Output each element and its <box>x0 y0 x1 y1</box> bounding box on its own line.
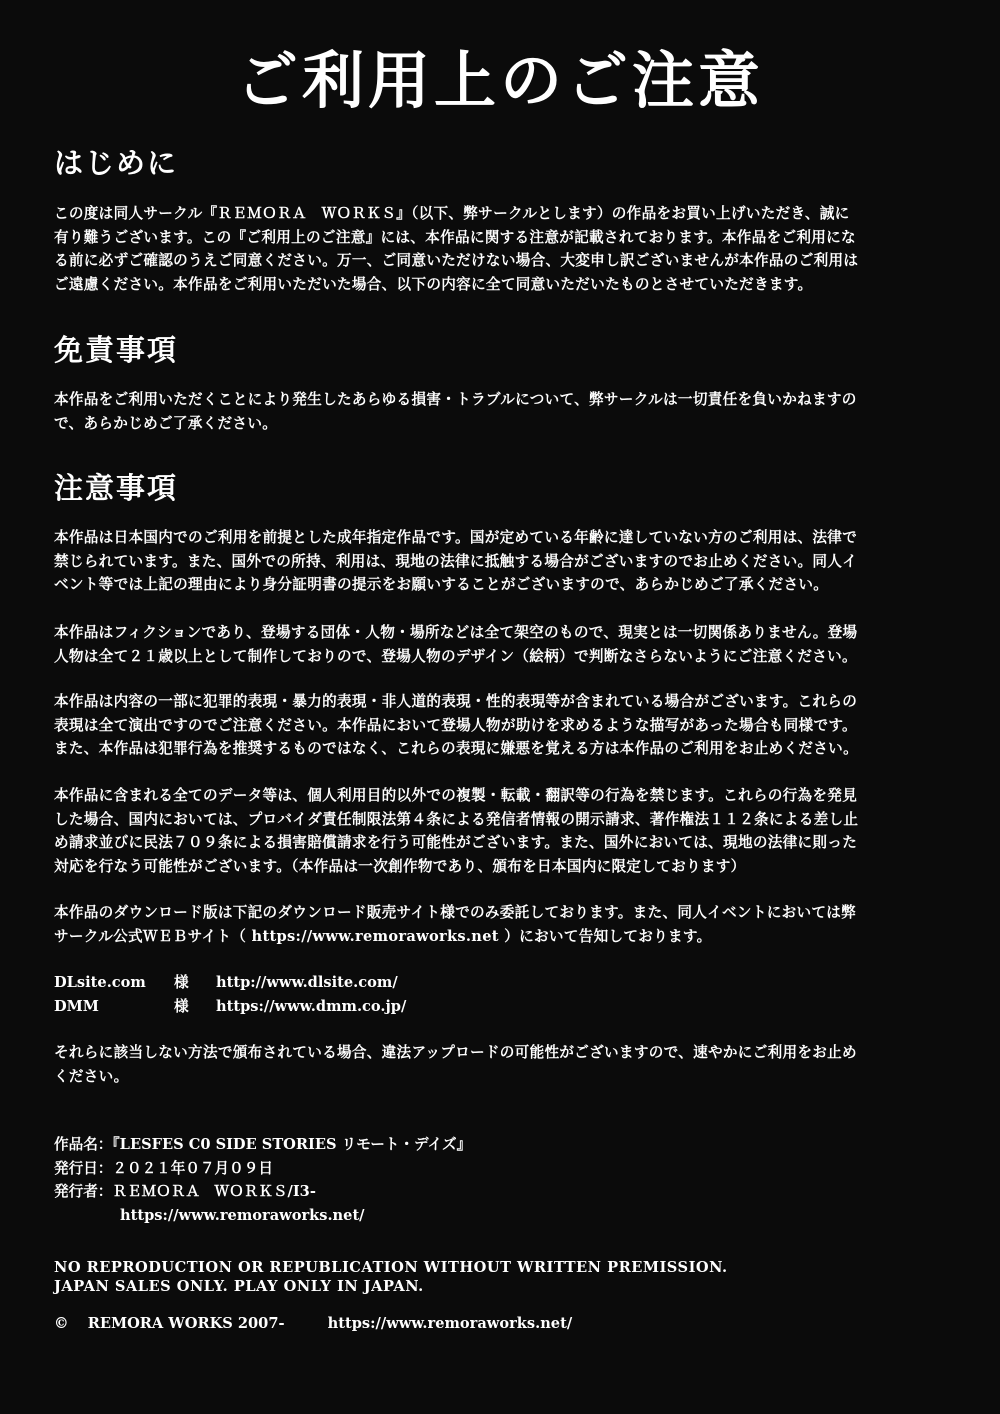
text-line: 本作品は内容の一部に犯罪的表現・暴力的表現・非人道的表現・性的表現等が含まれている場合がございます。これらの <box>54 693 858 710</box>
notice-line: JAPAN SALES ONLY. PLAY ONLY IN JAPAN. <box>54 1278 424 1295</box>
text-line: 本作品はフィクションであり、登場する団体・人物・場所などは全て架空のもので、現実とは一切関係ありません。登場 <box>54 624 858 641</box>
text-line: この度は同人サークル『ＲＥＭＯＲＡ ＷＯＲＫＳ』（以下、弊サークルとします）の作品をお買い上げいただき、誠に <box>54 205 850 222</box>
store-honorific: 様 <box>174 997 189 1015</box>
work-title-row <box>54 1133 471 1157</box>
notes-paragraph-2 <box>54 621 946 668</box>
text-line: 人物は全て２１歳以上として制作しておりので、登場人物のデザイン（絵柄）で判断なさらないようにご注意ください。 <box>54 647 857 665</box>
notes-paragraph-4 <box>54 784 946 878</box>
text-line: した場合、国内においては、プロバイダ責任制限法第４条による発信者情報の開示請求、著作権法１１２条による差し止 <box>54 810 859 828</box>
copyright-holder: REMORA WORKS 2007- <box>87 1315 285 1332</box>
page-title: ご利用上のご注意 <box>235 44 764 117</box>
text-line: 本作品のダウンロード版は下記のダウンロード販売サイト様でのみ委託しております。また、同人イベントにおいては弊 <box>54 904 857 921</box>
store-name: DLsite.com <box>54 974 146 991</box>
notice-line: NO REPRODUCTION OR REPUBLICATION WITHOUT WRITTEN PREMISSION. <box>54 1259 728 1276</box>
publisher-url: https://www.remoraworks.net/ <box>120 1206 365 1224</box>
text-line: 本作品をご利用いただくことにより発生したあらゆる損害・トラブルについて、弊サークルは一切責任を負いかねますの <box>54 391 857 408</box>
store-list <box>54 971 406 1018</box>
release-date-value: ２０２１年０７月０９日 <box>112 1159 273 1177</box>
text-line: ご遠慮ください。本作品をご利用いただいた場合、以下の内容に全て同意いただいたものとさせていただきます。 <box>54 275 813 293</box>
text-line: 対応を行なう可能性がございます。（本作品は一次創作物であり、頒布を日本国内に限定しております） <box>54 857 746 875</box>
text-line: ください。 <box>54 1067 129 1085</box>
release-date-label: 発行日： <box>54 1159 113 1177</box>
publisher-value: ＲＥＭＯＲＡ ＷＯＲＫＳ/I3- <box>112 1183 316 1200</box>
store-url: https://www.dmm.co.jp/ <box>216 997 407 1015</box>
text-line: る前に必ずご確認のうえご同意ください。万一、ご同意いただけない場合、大変申し訳ございませんが本作品のご利用は <box>54 252 859 269</box>
text-line: 本作品に含まれる全てのデータ等は、個人利用目的以外での複製・転載・翻訳等の行為を禁じます。これらの行為を発見 <box>54 787 858 804</box>
copyright-url: https://www.remoraworks.net/ <box>327 1315 573 1332</box>
text-line: 有り難うございます。この『ご利用上のご注意』には、本作品に関する注意が記載されております。本作品をご利用にな <box>54 228 856 246</box>
heading-disclaimer: 免責事項 <box>54 333 179 367</box>
publisher-label: 発行者： <box>54 1183 113 1200</box>
copyright-symbol: © <box>54 1315 69 1332</box>
publication-info <box>54 1133 471 1227</box>
work-title-label: 作品名： <box>54 1136 113 1153</box>
heading-notes: 注意事項 <box>54 471 179 505</box>
store-honorific: 様 <box>174 974 189 991</box>
store-row <box>54 995 406 1019</box>
text-line: で、あらかじめご了承ください。 <box>54 414 278 432</box>
text-line: サークル公式ＷＥＢサイト（ https://www.remoraworks.net ）において告知しております。 <box>54 927 712 945</box>
reproduction-notice <box>54 1258 728 1296</box>
disclaimer-paragraph <box>54 388 946 435</box>
text-line: 本作品は日本国内でのご利用を前提とした成年指定作品です。国が定めている年齢に達していない方のご利用は、法律で <box>54 529 858 546</box>
text-line: 禁じられています。また、国外での所持、利用は、現地の法律に抵触する場合がございますのでお止めください。同人イ <box>54 552 858 570</box>
text-line: ベント等では上記の理由により身分証明書の提示をお願いすることがございますので、あらかじめご了承ください。 <box>54 576 829 593</box>
notes-paragraph-3 <box>54 690 946 761</box>
work-title-value: 『LESFES C0 SIDE STORIES リモート・デイズ』 <box>112 1136 472 1153</box>
copyright-line <box>54 1314 572 1334</box>
store-name: DMM <box>54 997 99 1015</box>
release-date-row <box>54 1157 471 1181</box>
publisher-row <box>54 1180 471 1204</box>
store-url: http://www.dlsite.com/ <box>216 974 398 991</box>
text-line: 表現は全て演出ですのでご注意ください。本作品において登場人物が助けを求めるような描写があった場合も同様です。 <box>54 716 857 734</box>
heading-intro: はじめに <box>54 146 179 180</box>
store-row <box>54 971 406 995</box>
text-line: め請求並びに民法７０９条による損害賠償請求を行う可能性がございます。また、国外においては、現地の法律に則った <box>54 834 858 851</box>
notes-paragraph-6 <box>54 1041 946 1088</box>
notes-paragraph-1 <box>54 526 946 597</box>
intro-paragraph <box>54 202 946 296</box>
notes-paragraph-5 <box>54 901 946 948</box>
text-line: それらに該当しない方法で頒布されている場合、違法アップロードの可能性がございますので、速やかにご利用をお止め <box>54 1044 857 1061</box>
text-line: また、本作品は犯罪行為を推奨するものではなく、これらの表現に嫌悪を覚える方は本作品のご利用をお止めください。 <box>54 740 858 757</box>
